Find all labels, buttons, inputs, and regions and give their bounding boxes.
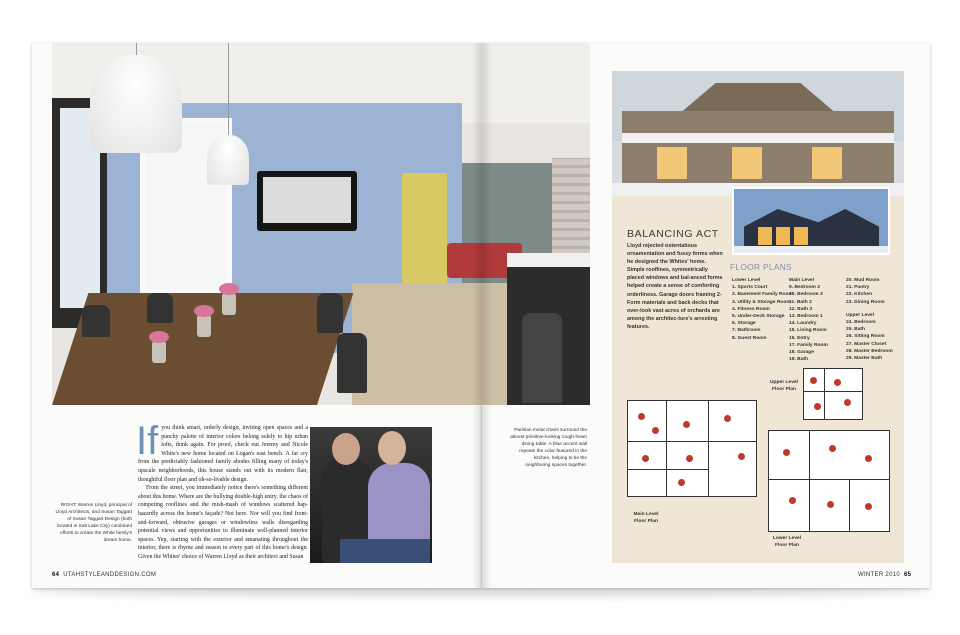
photo-flower-vase: [222, 293, 236, 315]
floor-plans-title: FLOOR PLANS: [730, 262, 792, 272]
photo-chair: [317, 293, 343, 333]
photo-chair: [147, 293, 173, 323]
plan-wall: [849, 479, 850, 531]
room-item: 10. Bedroom 3: [789, 292, 823, 298]
room-item: 29. Master Bath: [846, 356, 883, 362]
room-item: 27. Master Closet: [846, 341, 887, 347]
plan-marker: [783, 449, 790, 456]
portrait-jeans: [340, 539, 430, 563]
plan-marker: [678, 479, 685, 486]
plan-wall: [628, 469, 708, 470]
plan-wall: [804, 391, 862, 392]
photo-tv-screen: [263, 177, 351, 223]
room-item: 25. Bath: [846, 327, 866, 333]
garage-door-glow: [776, 227, 790, 245]
upper-level-plan-label: Upper Level Floor Plan: [770, 380, 798, 392]
room-item: 19. Bath: [789, 357, 809, 363]
photo-bar-stool: [522, 313, 562, 403]
plan-marker: [738, 453, 745, 460]
sidebar-body: Lloyd rejected ostentatious ornamentation and fussy forms when he designed the Whites' home. Simple rooflines, symmetrically placed windows and bal-anced forms helped create a sense of comforting orderliness. Garage doors framing 2-Form materials and back decks that over-look vast acres of orchards are among the architec-ture's arresting features.: [627, 243, 723, 330]
house-window-glow: [812, 147, 842, 179]
house-window-glow: [732, 147, 762, 179]
room-list-upper: [846, 277, 893, 362]
photo-chair: [337, 333, 367, 393]
folio-left: [52, 572, 156, 578]
issue-date: WINTER 2010: [858, 572, 900, 578]
spine-gutter: [472, 43, 492, 588]
plan-marker: [865, 455, 872, 462]
room-list-main: [789, 277, 828, 363]
page-number-left: 64: [52, 572, 60, 578]
photo-television: [257, 171, 357, 231]
plan-wall: [708, 401, 709, 496]
photo-flower-vase: [197, 315, 211, 337]
plan-marker: [814, 403, 821, 410]
room-item: 8. Guest Room: [732, 335, 767, 341]
plan-wall: [769, 479, 889, 480]
plan-marker: [834, 379, 841, 386]
folio-right: [858, 572, 911, 578]
plan-marker: [686, 455, 693, 462]
lower-level-floor-plan: [768, 430, 890, 532]
room-item: 26. Sitting Room: [846, 334, 885, 340]
garage-door-glow: [794, 227, 808, 245]
portrait-man-head: [378, 431, 406, 465]
room-item: 13. Bedroom 1: [789, 314, 823, 320]
room-list-heading: Main Level: [789, 278, 815, 283]
article-body: [136, 419, 308, 562]
plan-wall: [628, 441, 756, 442]
room-list-heading: Lower Level: [732, 278, 761, 283]
room-list-lower: [732, 277, 793, 342]
plan-marker: [652, 427, 659, 434]
house-window-glow: [657, 147, 687, 179]
page-number-right: 65: [903, 572, 912, 578]
room-item: 7. Bathroom: [732, 328, 761, 334]
room-item: 15. Living Room: [789, 328, 827, 334]
garage-door-glow: [758, 227, 772, 245]
room-item: 2. Basement Family Room: [732, 292, 793, 298]
plan-marker: [724, 415, 731, 422]
photo-pendant-lamp: [207, 135, 249, 185]
room-item: 1. Sports Court: [732, 285, 768, 291]
plan-marker: [844, 399, 851, 406]
photo-pendant-lamp: [90, 55, 182, 153]
plan-wall: [666, 401, 667, 496]
room-item: 21. Pantry: [846, 285, 870, 291]
caption-portrait: RIGHT: Warren Lloyd, principal of Lloyd Architects, and Susan Taggart of Susan Taggart Design (both located in Salt Lake City) combined efforts to create the White family's dream home.: [55, 503, 132, 543]
plan-marker: [829, 445, 836, 452]
room-list-heading: Upper Level: [846, 312, 874, 318]
room-item: 16. Entry: [789, 335, 810, 341]
upper-level-floor-plan: [803, 368, 863, 420]
plan-marker: [642, 455, 649, 462]
site-url: UTAHSTYLEANDDESIGN.COM: [63, 572, 157, 578]
plan-wall: [824, 369, 825, 419]
photo-countertop: [507, 253, 590, 267]
photo-lamp-cord: [228, 43, 229, 137]
plan-wall: [809, 431, 810, 531]
room-item: 4. Fitness Room: [732, 306, 770, 312]
article-paragraph-1: you think smart, orderly design, inviting open spaces and a punchy palette of interior colors belong solely to hip urban lofts, think again. For proof, check out Jeremy and Nicole White's new home located on Logan's east bench. A far cry from the predictably fashioned family abodes filling many of today's upscale neighborhoods, this house stands out with its modern flair, thoughtful floor plan and oh-so-livable design.: [138, 425, 308, 483]
drop-cap: If: [136, 419, 159, 463]
portrait-woman-head: [332, 433, 360, 465]
plan-marker: [638, 413, 645, 420]
room-item: 11. Bath 2: [789, 299, 812, 305]
main-level-plan-label: Main Level Floor Plan: [633, 512, 659, 524]
plan-marker: [683, 421, 690, 428]
house-front-photo: [732, 187, 890, 255]
room-item: 9. Bedroom 2: [789, 285, 820, 291]
photo-flower-vase: [152, 341, 166, 363]
room-item: 28. Master Bedroom: [846, 348, 893, 354]
plan-marker: [810, 377, 817, 384]
portrait-photo: [310, 427, 432, 563]
room-item: 17. Family Room: [789, 342, 828, 348]
room-item: 24. Bedroom: [846, 320, 876, 326]
main-level-floor-plan: [627, 400, 757, 497]
sidebar-title: BALANCING ACT: [627, 228, 719, 240]
house-deck: [622, 133, 894, 143]
room-item: 20. Mud Room: [846, 278, 880, 283]
room-item: 23. Dining Room: [846, 299, 885, 305]
room-item: 14. Laundry: [789, 321, 817, 327]
photo-yellow-wall: [402, 173, 447, 293]
room-item: 18. Garage: [789, 350, 815, 356]
room-item: 5. Under-Deck Storage: [732, 314, 785, 320]
room-item: 12. Bath 3: [789, 306, 813, 312]
photo-chair: [82, 305, 110, 337]
article-paragraph-2: From the street, you immediately notice there's something different about this home. Where are the bullying double-high entry, the chaos of competing rooflines and the mish-mash of windows scattered hap-hazardly across the home's façade? Not here. Nor will you find front-and-forward, obtrusive garages or windowless walls disregarding potential views and opportunities to illuminate well-planned interior spaces. Yep, starting with the exterior and emanating throughout the interior, there is rhyme and reason to every part of this home's design. Given the Whites' choice of Warren Lloyd as their architect and Susan: [138, 485, 308, 560]
lower-level-plan-label: Lower Level Floor Plan: [772, 536, 802, 548]
caption-dining: Parisian metal chairs surround the almost primitive-looking rough-hewn dining table. A blue accent wall repeats the color featured in the kitchen, helping to tie the neighboring spaces together.: [510, 428, 587, 468]
plan-marker: [865, 503, 872, 510]
house-front-snow: [734, 246, 888, 253]
plan-marker: [827, 501, 834, 508]
dining-room-photo: [52, 43, 590, 405]
room-item: 22. Kitchen: [846, 292, 873, 298]
plan-marker: [789, 497, 796, 504]
room-item: 3. Utility & Storage Room: [732, 299, 791, 305]
house-exterior-photo: [612, 71, 904, 196]
room-item: 6. Storage: [732, 321, 756, 327]
